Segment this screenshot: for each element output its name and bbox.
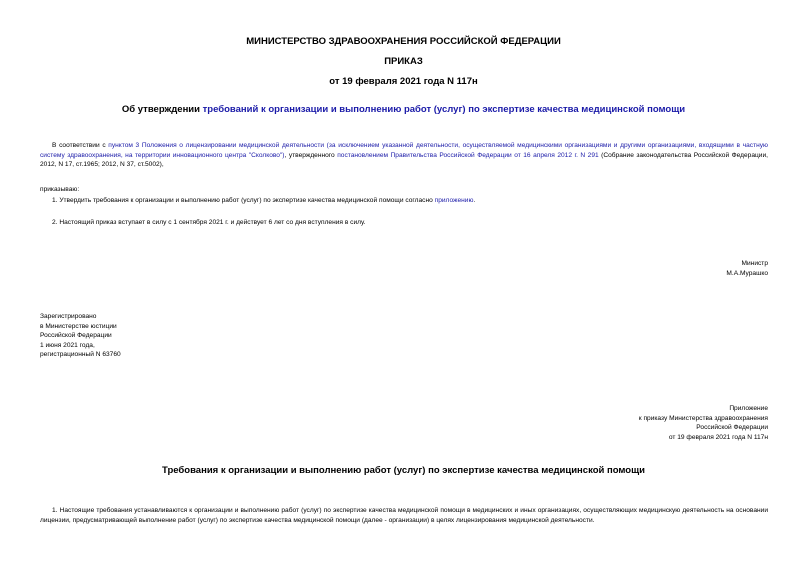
title-link[interactable]: требований к организации и выполнению работ (услуг) по экспертизе качества медицинской помощи — [202, 104, 686, 115]
signature-name: М.А.Мурашко — [726, 269, 768, 277]
appendix-ref-line: Приложение — [729, 405, 768, 412]
preamble-link-resolution[interactable]: постановлением Правительства Российской Федерации от 16 апреля 2012 г. N 291 — [337, 151, 599, 159]
registration-line: регистрационный N 63760 — [40, 351, 121, 359]
appendix-ref-line: от 19 февраля 2021 года N 117н — [668, 433, 768, 441]
preamble-text-3: (Собрание законодательства Российской Федерации, 2012, N 17, ст.1965; 2012, N 37, ст.5002), — [40, 151, 768, 169]
order-word: приказываю: — [40, 186, 80, 193]
item-1-text: 1. Утвердить требования к организации и выполнению работ (услуг) по экспертизе качества медицинской помощи согласно — [52, 197, 435, 204]
appendix-title: Требования к организации и выполнению работ (услуг) по экспертизе качества медицинской помощи — [162, 465, 645, 476]
appendix-link[interactable]: приложению — [434, 197, 474, 204]
signature-position: Министр — [741, 260, 768, 267]
registration-line: 1 июня 2021 года, — [40, 341, 95, 349]
signature-block — [726, 259, 768, 278]
appendix-ref-line: к приказу Министерства здравоохранения — [638, 414, 768, 422]
registration-line: в Министерстве юстиции — [40, 322, 117, 330]
appendix-reference-block — [639, 404, 768, 442]
preamble-paragraph — [40, 141, 768, 170]
order-item-1 — [52, 196, 768, 206]
preamble-text-1: В соответствии с — [52, 142, 109, 149]
preamble-text-2: , утвержденного — [284, 151, 338, 159]
item-1-end: . — [473, 197, 476, 204]
appendix-ref-line: Российской Федерации — [696, 424, 768, 432]
preamble-link-regulation[interactable]: пунктом 3 Положения о лицензировании медицинской деятельности (за исключением указанной деятельности, осуществляемой медицинскими организациями и другими организациями, входящими в частную систему здравоохранения, на территории инновационного центра "Сколково") — [40, 142, 768, 159]
ministry-heading: МИНИСТЕРСТВО ЗДРАВООХРАНЕНИЯ РОССИЙСКОЙ ФЕДЕРАЦИИ — [246, 36, 561, 47]
registration-line: Зарегистрировано — [40, 313, 97, 320]
registration-line: Российской Федерации — [40, 332, 112, 340]
appendix-paragraph-1: 1. Настоящие требования устанавливаются к организации и выполнению работ (услуг) по экспертизе качества медицинской помощи в медицинских и иных организациях, осуществляющих медицинскую деятельность на основании лицензии, предусматривающей выполнение работ (услуг) по экспертизе качества медицинской помощи (далее - организации) в целях лицензирования медицинской деятельности. — [40, 507, 768, 524]
doc-type-heading: ПРИКАЗ — [384, 56, 423, 67]
title-prefix: Об утверждении — [121, 104, 203, 115]
document-title — [0, 104, 807, 115]
order-item-2: 2. Настоящий приказ вступает в силу с 1 сентября 2021 г. и действует 6 лет со дня вступления в силу. — [52, 219, 366, 226]
registration-block — [40, 312, 121, 360]
date-number-heading: от 19 февраля 2021 года N 117н — [329, 76, 478, 87]
